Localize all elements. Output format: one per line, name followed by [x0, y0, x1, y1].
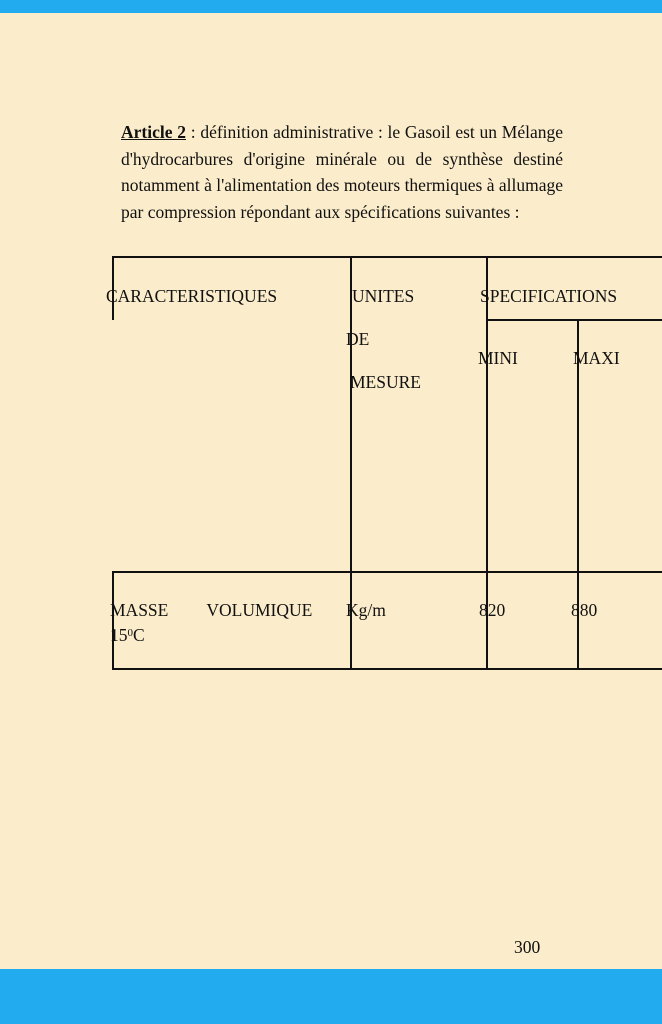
header-bottom-border	[112, 571, 662, 573]
row-temperature-base: 15	[110, 625, 128, 645]
row-maxi: 880	[571, 600, 598, 620]
header-unites-line3: MESURE	[350, 372, 421, 392]
header-unites-line1: UNITES	[352, 286, 415, 306]
header-caracteristiques: CARACTERISTIQUES	[106, 286, 278, 306]
page-number: 300	[514, 937, 541, 957]
row-caracteristique	[110, 599, 326, 621]
header-maxi: MAXI	[573, 348, 620, 368]
article-title: Article 2	[121, 122, 186, 142]
table-border-bottom	[112, 668, 662, 670]
article-text: : définition administrative : le Gasoil est un Mélange d'hydrocarbures d'origine minérale ou de synthèse destiné notamment à l'alimentation des moteurs thermiques à allumage par compression répondant aux spécifications suivantes :	[121, 122, 563, 222]
table-border-top	[112, 256, 662, 258]
header-unites-line2: DE	[346, 329, 370, 349]
row-temperature	[110, 624, 326, 646]
row-unite: Kg/m	[346, 600, 386, 620]
row-caracteristique-word1: MASSE	[110, 600, 169, 620]
header-mini: MINI	[478, 348, 518, 368]
specifications-divider	[486, 319, 662, 321]
row-temperature-degree: 0	[127, 627, 133, 639]
row-temperature-unit: C	[133, 625, 145, 645]
header-specifications: SPECIFICATIONS	[480, 286, 618, 306]
row-caracteristique-word2: VOLUMIQUE	[206, 600, 313, 620]
bottom-bar	[0, 969, 662, 1024]
row-mini: 820	[479, 600, 506, 620]
